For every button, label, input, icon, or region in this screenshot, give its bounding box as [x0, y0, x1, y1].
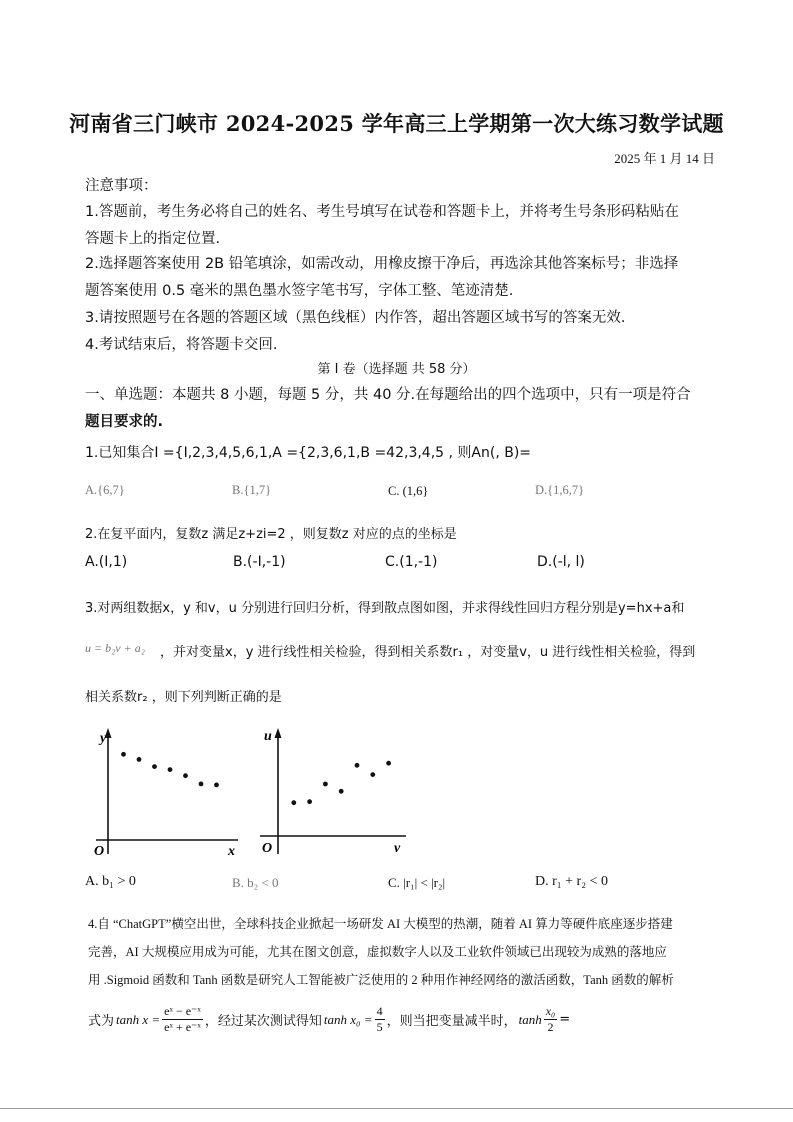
- notice-2b: 题答案使用 0.5 毫米的黑色墨水签字笔书写，字体工整、笔迹清楚.: [85, 283, 514, 299]
- exam-date: 2025 年 1 月 14 日: [614, 151, 715, 166]
- notice-1b: 答题卡上的指定位置.: [85, 231, 221, 247]
- origin-label: O: [94, 844, 105, 858]
- x-axis-label: x: [228, 844, 235, 858]
- u-axis-arrow: [275, 728, 282, 738]
- frac-2: 2: [547, 1020, 554, 1034]
- x0-half: [544, 1004, 558, 1035]
- q3-option-b: B. b₂ < 0: [232, 875, 279, 890]
- scatter-plot-xy: [88, 724, 248, 858]
- scatter-point-2-2: [307, 799, 312, 804]
- q4-equals: =: [559, 1012, 571, 1027]
- scatter-point-2-1: [291, 800, 296, 805]
- scatter-point-1-5: [183, 773, 188, 778]
- notice-2a: 2.选择题答案使用 2B 铅笔填涂，如需改动，用橡皮擦干净后，再选涂其他答案标号；非选择: [85, 256, 679, 272]
- scatter-point-1-1: [121, 752, 126, 757]
- scatter-point-2-5: [355, 763, 360, 768]
- tanh-fraction: [162, 1004, 203, 1035]
- notice-heading: 注意事项：: [85, 178, 158, 194]
- notice-3: 3.请按照题号在各题的答题区域（黑色线框）内作答，超出答题区域书写的答案无效.: [85, 310, 626, 326]
- q2-option-a: A.(I,1): [85, 554, 128, 570]
- scatter-point-1-2: [137, 757, 142, 762]
- part1-line2: 题目要求的.: [85, 414, 164, 430]
- frac-4: 4: [376, 1004, 383, 1018]
- q1-option-a: A.{6,7}: [85, 483, 125, 497]
- q4-formula-line: [88, 1004, 570, 1035]
- frac-x0: x₀: [545, 1004, 556, 1018]
- scatter-plot-vu: [256, 724, 416, 858]
- q4-tanh-half: tanh: [518, 1011, 542, 1027]
- scatter-point-1-7: [214, 783, 219, 788]
- q1-stem: 1.已知集合I ={I,2,3,4,5,6,1,A ={2,3,6,1,B =42,3,4,5 , 则An(, B)=: [85, 445, 532, 461]
- page-title: 河南省三门峡市 2024-2025 学年高三上学期第一次大练习数学试题: [69, 111, 724, 136]
- part1-line1: 一、单选题：本题共 8 小题，每题 5 分，共 40 分.在每题给出的四个选项中，只有一项是符合: [85, 387, 691, 403]
- q1-option-c: C. (1,6}: [388, 484, 429, 498]
- q1-option-b: B.{1,7}: [232, 483, 272, 497]
- scatter-point-2-4: [339, 789, 344, 794]
- q4-tail: ，则当把变量减半时，: [386, 1014, 517, 1029]
- scatter-point-1-6: [199, 782, 204, 787]
- q4-tanh-x: tanh x =: [116, 1011, 161, 1027]
- q3-option-a: A. b₁ > 0: [85, 874, 136, 889]
- q4-line2: 完善，AI 大规模应用成为可能，尤其在图文创意，虚拟数字人以及工业软件领域已出现较为成熟的落地应: [88, 945, 667, 959]
- q3-formula-u: u = b₂v + a₂: [85, 641, 145, 655]
- q2-option-c: C.(1,-1): [385, 554, 438, 570]
- q4-mid: ，经过某次测试得知: [204, 1014, 322, 1029]
- q3-option-c: C. |r₁| < |r₂|: [388, 875, 446, 890]
- origin-label-2: O: [262, 841, 273, 856]
- scatter-point-1-3: [152, 764, 157, 769]
- q2-option-d: D.(-l, l): [537, 554, 585, 570]
- scatter-point-1-4: [168, 767, 173, 772]
- q4-line3: 用 .Sigmoid 函数和 Tanh 函数是研究人工智能被广泛使用的 2 种用作神经网络的激活函数，Tanh 函数的解析: [88, 973, 674, 987]
- scatter-point-2-3: [323, 782, 328, 787]
- four-fifths: [375, 1004, 385, 1035]
- q3-line2: ，并对变量x，y 进行线性相关检验，得到相关系数r₁ ，对变量v，u 进行线性相关检验，得到: [160, 645, 696, 660]
- scatter-point-2-7: [386, 761, 391, 766]
- scatter-point-2-6: [370, 772, 375, 777]
- tanh-denominator: eˣ + e⁻ˣ: [164, 1020, 201, 1034]
- notice-4: 4.考试结束后，将答题卡交回.: [85, 337, 278, 353]
- q2-option-b: B.(-I,-1): [233, 554, 286, 570]
- q3-line1: 3.对两组数据x，y 和v，u 分别进行回归分析，得到散点图如图，并求得线性回归方程分别是y=hx+a和: [85, 601, 685, 616]
- q2-stem: 2.在复平面内，复数z 满足z+zi=2 ，则复数z 对应的点的坐标是: [85, 527, 457, 542]
- y-axis-label: y: [100, 731, 107, 746]
- q4-prefix: 式为: [88, 1014, 115, 1029]
- q3-option-d: D. r₁ + r₂ < 0: [535, 874, 608, 889]
- v-axis-label: v: [394, 841, 401, 856]
- tanh-numerator: eˣ − e⁻ˣ: [164, 1004, 201, 1018]
- page-bottom-rule: [0, 1108, 793, 1109]
- section-heading: 第 I 卷（选择题 共 58 分）: [317, 362, 476, 377]
- u-axis-label: u: [264, 729, 272, 744]
- frac-5: 5: [376, 1020, 383, 1034]
- q1-option-d: D.{1,6,7}: [535, 483, 585, 497]
- q3-line3: 相关系数r₂ ，则下列判断正确的是: [85, 690, 282, 705]
- notice-1a: 1.答题前，考生务必将自己的姓名、考生号填写在试卷和答题卡上，并将考生号条形码粘贴在: [85, 204, 679, 220]
- q4-line1: 4.自 “ChatGPT”横空出世，全球科技企业掀起一场研发 AI 大模型的热潮，随着 AI 算力等硬件底座逐步搭建: [88, 917, 673, 931]
- q4-tanh-x0: tanh x₀ =: [323, 1011, 373, 1027]
